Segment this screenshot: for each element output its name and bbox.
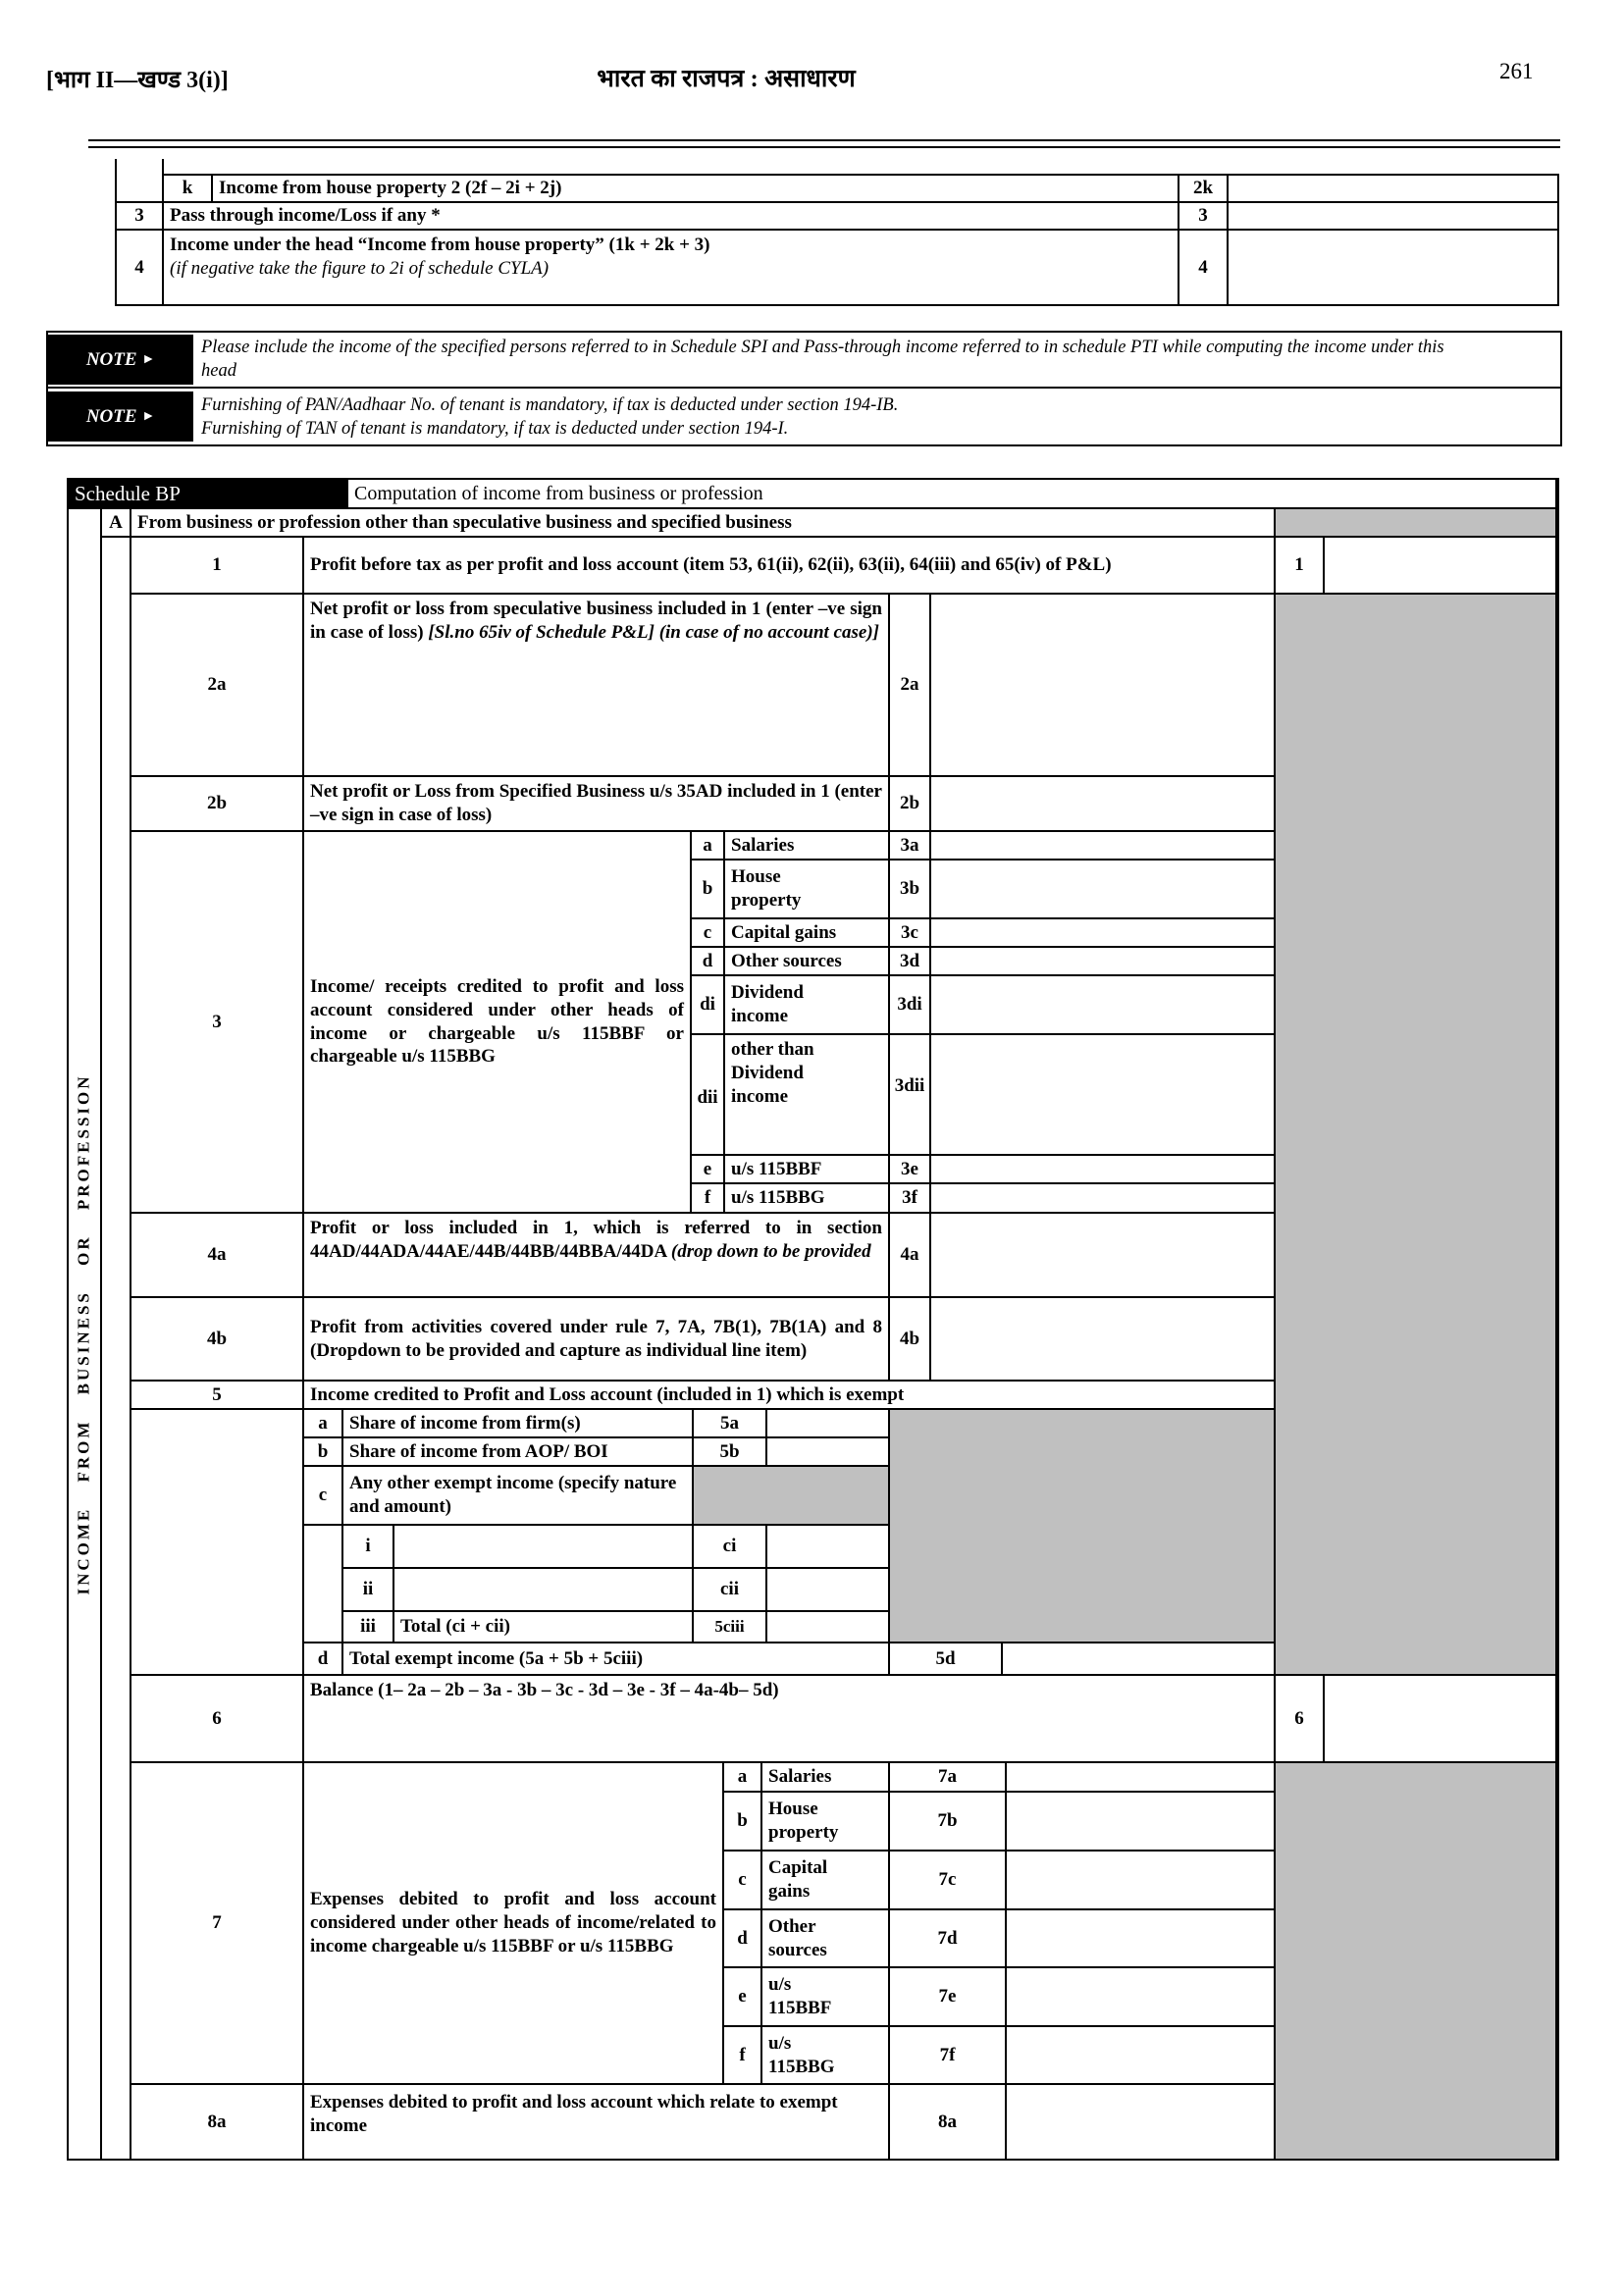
bp-row-3a-value-field (929, 830, 1276, 861)
bp-row-2a-label-italic: [Sl.no 65iv of Schedule P&L] (in case of no account case)] (428, 621, 879, 643)
bp-table-right-border (1555, 478, 1559, 2161)
bp-row-5a-label: Share of income from firm(s) (341, 1408, 694, 1438)
bp-row-4a-label-italic: (drop down to be provided (670, 1240, 871, 1262)
bp-row-5b-label: Share of income from AOP/ BOI (341, 1436, 694, 1467)
bp-row-7b-letter: b (722, 1791, 762, 1852)
bp-row-5b-letter: b (302, 1436, 343, 1467)
bp-row-5c-label: Any other exempt income (specify nature and amount) (341, 1465, 694, 1526)
bp-row-3f-label: u/s 115BBG (723, 1182, 890, 1214)
bp-row-5ciii-value-field (765, 1610, 890, 1643)
bp-row-5ci-letter: i (341, 1524, 394, 1569)
bp-row-7d-code: 7d (888, 1908, 1007, 1968)
bp-row-5b-code: 5b (692, 1436, 767, 1467)
bp-row-3e-value-field (929, 1154, 1276, 1184)
bp-row-3dii-value-field (929, 1033, 1276, 1156)
header-title: भारत का राजपत्र : असाधारण (597, 66, 856, 92)
bp-row-3e-letter: e (690, 1154, 725, 1184)
bp-row-3dii-letter: dii (690, 1033, 725, 1156)
bp-row-3d-letter: d (690, 946, 725, 976)
bp-row-7e-code: 7e (888, 1966, 1007, 2027)
bp-row-3dii-label (723, 1033, 890, 1156)
bp-row-7-sn: 7 (130, 1761, 304, 2085)
bp-row-7f-label-text: u/s 115BBG (768, 2032, 835, 2077)
bp-row-5d-value-field (1001, 1642, 1276, 1676)
bp-row-6-sn: 6 (130, 1674, 304, 1763)
note1-badge-label: NOTE (85, 348, 137, 370)
hp-row-4-value-field (1227, 229, 1559, 306)
bp-row-3-label: Income/ receipts credited to profit and loss account considered under other heads of income or chargeable u/s 115BBF or chargeable u/s 115BBG (302, 830, 692, 1214)
bp-row-3di-letter: di (690, 974, 725, 1035)
bp-row-5-shaded-block (888, 1408, 1276, 1643)
bp-shaded-column-upper (1274, 593, 1559, 1676)
bp-row-5cii-value-field (765, 1567, 890, 1612)
bp-row-7c-code: 7c (888, 1850, 1007, 1910)
bp-row-7a-label: Salaries (760, 1761, 890, 1793)
bp-row-3-sn: 3 (130, 830, 304, 1214)
hp-row-4-label-cell (162, 229, 1179, 306)
bp-row-5ci-code: ci (692, 1524, 767, 1569)
bp-row-3f-letter: f (690, 1182, 725, 1214)
note2-badge (48, 391, 193, 442)
bp-row-7d-label-text: Other sources (768, 1915, 827, 1960)
bp-row-3di-label-text: Dividend income (731, 982, 804, 1026)
bp-row-7f-code: 7f (888, 2025, 1007, 2085)
hp-row-k-code: 2k (1178, 174, 1229, 203)
bp-row-7a-code: 7a (888, 1761, 1007, 1793)
bp-row-3a-code: 3a (888, 830, 931, 861)
bp-row-4b-sn: 4b (130, 1296, 304, 1382)
bp-row-5a-code: 5a (692, 1408, 767, 1438)
bp-row-1-label-text: Profit before tax as per profit and loss account (item 53, 61(ii), 62(ii), 63(ii), 64(iii) and 65(iv) of P&L) (310, 554, 1112, 576)
bp-row-5d-label: Total exempt income (5a + 5b + 5ciii) (341, 1642, 890, 1676)
bp-row-2a-value-field (929, 593, 1276, 777)
hp-row-k-sn-cell (115, 159, 164, 203)
bp-row-4a-value-field (929, 1212, 1276, 1298)
note1-text: Please include the income of the specified persons referred to in Schedule SPI and Pass-through income referred to in schedule PTI while computing the income under this head (201, 337, 1444, 381)
hp-row-3-code: 3 (1178, 201, 1229, 231)
note2-badge-label: NOTE (85, 405, 137, 427)
bp-row-2a-code: 2a (888, 593, 931, 777)
bp-row-3c-letter: c (690, 917, 725, 948)
bp-row-2a-label-cell (302, 593, 890, 777)
hp-row-3-value-field (1227, 201, 1559, 231)
bp-side-label: INCOME FROM BUSINESS OR PROFESSION (75, 1072, 93, 1595)
bp-row-6-label: Balance (1– 2a – 2b – 3a - 3b – 3c - 3d – 3e - 3f – 4a-4b– 5d) (302, 1674, 1276, 1763)
bp-row-7e-value-field (1005, 1966, 1276, 2027)
bp-row-4b-value-field (929, 1296, 1276, 1382)
bp-row-3f-value-field (929, 1182, 1276, 1214)
bp-row-7a-value-field (1005, 1761, 1276, 1793)
bp-row-7f-letter: f (722, 2025, 762, 2085)
note1-badge (48, 335, 193, 385)
hp-row-k-letter: k (162, 174, 213, 203)
bp-row-5c-shaded-cell (692, 1465, 890, 1526)
bp-row-4b-label: Profit from activities covered under rule 7, 7A, 7B(1), 7B(1A) and 8 (Dropdown to be provided and capture as individual line item) (302, 1296, 890, 1382)
bp-row-a-label: From business or profession other than speculative business and specified business (130, 507, 1276, 538)
page-number: 261 (1499, 59, 1534, 83)
bp-row-a-shaded-cell (1274, 507, 1559, 538)
bp-row-5ciii-code: 5ciii (692, 1610, 767, 1643)
bp-row-5d-code: 5d (888, 1642, 1003, 1676)
bp-row-2b-sn: 2b (130, 775, 304, 832)
bp-row-3b-label (723, 859, 890, 919)
schedule-bp-subtitle: Computation of income from business or profession (346, 478, 1559, 509)
bp-row-a-sn: A (100, 507, 131, 538)
bp-row-3c-value-field (929, 917, 1276, 948)
note2-text-line1: Furnishing of PAN/Aadhaar No. of tenant is mandatory, if tax is deducted under section 194-IB. (201, 395, 899, 415)
bp-row-7e-label (760, 1966, 890, 2027)
bp-row-7f-label (760, 2025, 890, 2085)
bp-row-3e-label: u/s 115BBF (723, 1154, 890, 1184)
bp-row-7b-code: 7b (888, 1791, 1007, 1852)
bp-row-7b-label-text: House property (768, 1799, 839, 1843)
bp-side-label-cell (67, 507, 102, 2161)
bp-row-5c-spacer-cell (302, 1524, 343, 1643)
bp-spacer-column (100, 536, 131, 2161)
hp-row-3-sn: 3 (115, 201, 164, 231)
bp-row-3d-label: Other sources (723, 946, 890, 976)
bp-row-4a-sn: 4a (130, 1212, 304, 1298)
bp-row-7d-label (760, 1908, 890, 1968)
bp-shaded-column-lower (1274, 1761, 1559, 2161)
bp-row-5cii-code: cii (692, 1567, 767, 1612)
bp-row-4a-code: 4a (888, 1212, 931, 1298)
bp-row-5cii-letter: ii (341, 1567, 394, 1612)
bp-row-7f-value-field (1005, 2025, 1276, 2085)
bp-row-5-label: Income credited to Profit and Loss account (included in 1) which is exempt (302, 1380, 1276, 1410)
bp-row-5ci-value-field (765, 1524, 890, 1569)
bp-row-1-sn: 1 (130, 536, 304, 595)
bp-row-1-code: 1 (1274, 536, 1325, 595)
hp-row-4-sn: 4 (115, 229, 164, 306)
bp-row-2b-label: Net profit or Loss from Specified Business u/s 35AD included in 1 (enter –ve sign in case of loss) (302, 775, 890, 832)
bp-row-4a-label-cell (302, 1212, 890, 1298)
bp-row-2b-code: 2b (888, 775, 931, 832)
bp-row-1-value-field (1323, 536, 1559, 595)
bp-row-7c-value-field (1005, 1850, 1276, 1910)
bp-row-2b-value-field (929, 775, 1276, 832)
bp-row-2a-label: Net profit or loss from speculative business included in 1 (enter –ve sign in case of loss) (310, 599, 882, 643)
note2-text-line2: Furnishing of TAN of tenant is mandatory, if tax is deducted under section 194-I. (201, 419, 789, 440)
bp-row-3c-label: Capital gains (723, 917, 890, 948)
bp-row-8a-value-field (1005, 2083, 1276, 2161)
note1-text-cell (201, 333, 1557, 386)
bp-row-5a-letter: a (302, 1408, 343, 1438)
bp-row-3b-letter: b (690, 859, 725, 919)
bp-row-3di-code: 3di (888, 974, 931, 1035)
bp-row-7e-label-text: u/s 115BBF (768, 1974, 832, 2018)
bp-row-5a-value-field (765, 1408, 890, 1438)
note2-text-cell (201, 390, 1557, 446)
schedule-bp-title: Schedule BP (67, 478, 348, 509)
bp-row-5c-letter: c (302, 1465, 343, 1526)
bp-row-3e-code: 3e (888, 1154, 931, 1184)
bp-row-8a-label: Expenses debited to profit and loss account which relate to exempt income (302, 2083, 890, 2161)
note1-arrow-icon: ► (141, 351, 156, 367)
header-rule-top (88, 139, 1560, 141)
bp-row-6-code: 6 (1274, 1674, 1325, 1763)
bp-row-3dii-code: 3dii (888, 1033, 931, 1156)
hp-row-4-label: Income under the head “Income from house property” (1k + 2k + 3) (170, 235, 710, 255)
bp-row-1-label (302, 536, 1276, 595)
bp-row-7c-label (760, 1850, 890, 1910)
bp-row-3c-code: 3c (888, 917, 931, 948)
bp-row-5ci-nature-field (393, 1524, 694, 1569)
notes-divider (48, 387, 1560, 389)
note2-arrow-icon: ► (141, 408, 156, 424)
bp-row-7d-letter: d (722, 1908, 762, 1968)
bp-row-5ciii-letter: iii (341, 1610, 394, 1643)
bp-row-3b-code: 3b (888, 859, 931, 919)
bp-row-3di-label (723, 974, 890, 1035)
bp-row-3a-letter: a (690, 830, 725, 861)
bp-row-3d-code: 3d (888, 946, 931, 976)
bp-row-7-label: Expenses debited to profit and loss account considered under other heads of income/related to income chargeable u/s 115BBF or u/s 115BBG (302, 1761, 724, 2085)
header-part-label: [भाग II—खण्ड 3(i)] (46, 68, 229, 93)
bp-row-7d-value-field (1005, 1908, 1276, 1968)
bp-row-5ciii-label: Total (ci + cii) (393, 1610, 694, 1643)
bp-row-5cii-nature-field (393, 1567, 694, 1612)
bp-row-8a-sn: 8a (130, 2083, 304, 2161)
hp-row-4-label-italic: (if negative take the figure to 2i of schedule CYLA) (170, 257, 550, 279)
bp-row-7c-letter: c (722, 1850, 762, 1910)
bp-row-5b-value-field (765, 1436, 890, 1467)
hp-row-k-value-field (1227, 174, 1559, 203)
bp-row-2a-sn: 2a (130, 593, 304, 777)
bp-row-4b-code: 4b (888, 1296, 931, 1382)
bp-row-4a-label: Profit or loss included in 1, which is referred to in section 44AD/44ADA/44AE/44B/44BB/44BBA/44DA (310, 1218, 882, 1262)
bp-row-5d-letter: d (302, 1642, 343, 1676)
bp-row-3a-label: Salaries (723, 830, 890, 861)
bp-row-3di-value-field (929, 974, 1276, 1035)
bp-row-7b-label (760, 1791, 890, 1852)
bp-row-3f-code: 3f (888, 1182, 931, 1214)
hp-row-4-code: 4 (1178, 229, 1229, 306)
bp-row-7e-letter: e (722, 1966, 762, 2027)
bp-row-5-sn: 5 (130, 1380, 304, 1410)
bp-row-3dii-label-text: other than Dividend income (731, 1039, 814, 1107)
bp-row-8a-code: 8a (888, 2083, 1007, 2161)
bp-row-3d-value-field (929, 946, 1276, 976)
bp-row-6-value-field (1323, 1674, 1559, 1763)
bp-row-7a-letter: a (722, 1761, 762, 1793)
bp-row-7b-value-field (1005, 1791, 1276, 1852)
bp-row-7c-label-text: Capital gains (768, 1857, 828, 1902)
hp-row-k-label: Income from house property 2 (2f – 2i + 2j) (211, 174, 1179, 203)
bp-row-3b-label-text: House property (731, 866, 802, 911)
hp-row-3-label: Pass through income/Loss if any * (162, 201, 1179, 231)
header-rule-bottom (88, 146, 1560, 148)
bp-row-3b-value-field (929, 859, 1276, 919)
